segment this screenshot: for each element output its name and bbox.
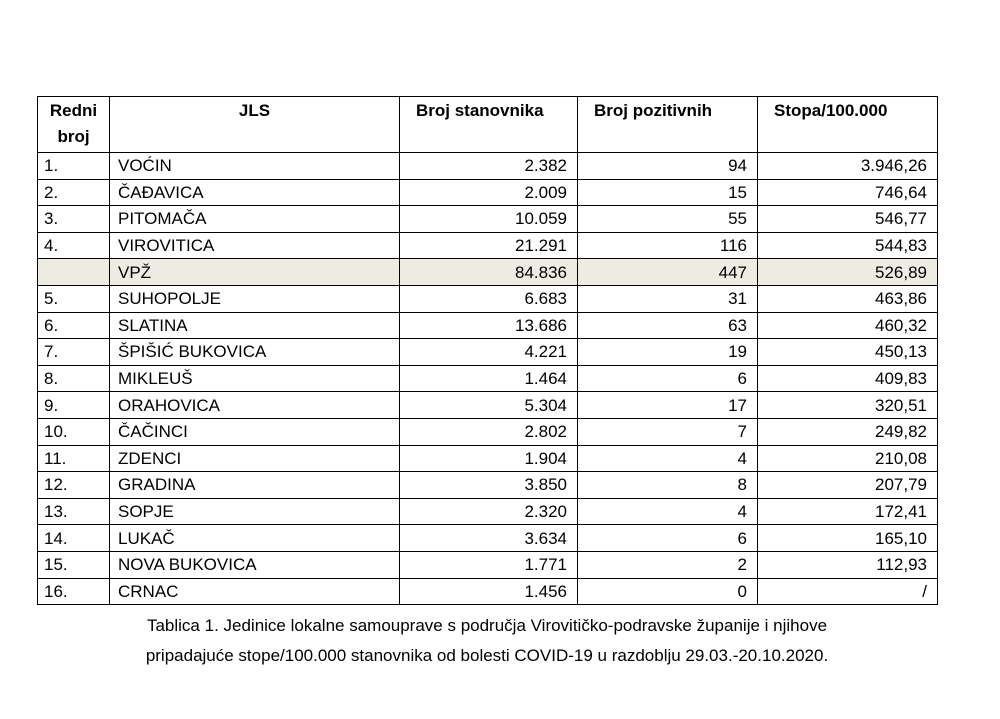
cell-redni-broj: 5. [38,285,110,312]
table-row [38,551,938,578]
cell-stopa: 546,77 [758,206,938,233]
cell-broj-pozitivnih: 55 [578,206,758,233]
cell-broj-pozitivnih: 17 [578,392,758,419]
cell-broj-pozitivnih: 7 [578,418,758,445]
table-row [38,418,938,445]
cell-broj-pozitivnih: 15 [578,179,758,206]
cell-redni-broj: 10. [38,418,110,445]
table-row [38,392,938,419]
header-stopa: Stopa/100.000 [758,97,938,153]
cell-broj-stanovnika: 1.771 [400,551,578,578]
cell-broj-pozitivnih: 6 [578,525,758,552]
cell-broj-stanovnika: 3.850 [400,472,578,499]
cell-jls: ZDENCI [110,445,400,472]
cell-jls: VPŽ [110,259,400,286]
table-body [38,153,938,605]
cell-redni-broj: 9. [38,392,110,419]
cell-broj-stanovnika: 2.802 [400,418,578,445]
table-header-row [38,97,938,153]
table-row [38,312,938,339]
cell-broj-stanovnika: 1.904 [400,445,578,472]
table-row [38,445,938,472]
table-row [38,365,938,392]
cell-stopa: 463,86 [758,285,938,312]
cell-jls: ŠPIŠIĆ BUKOVICA [110,339,400,366]
cell-broj-pozitivnih: 8 [578,472,758,499]
table-caption [37,611,937,671]
cell-broj-pozitivnih: 31 [578,285,758,312]
cell-redni-broj: 3. [38,206,110,233]
cell-jls: LUKAČ [110,525,400,552]
cell-broj-stanovnika: 2.009 [400,179,578,206]
cell-broj-pozitivnih: 63 [578,312,758,339]
header-broj-pozitivnih: Broj pozitivnih [578,97,758,153]
cell-broj-stanovnika: 84.836 [400,259,578,286]
table-row [38,472,938,499]
caption-line-2: pripadajuće stope/100.000 stanovnika od bolesti COVID-19 u razdoblju 29.03.-20.10.2020. [145,646,829,665]
cell-redni-broj [38,259,110,286]
table-row [38,179,938,206]
table-row [38,498,938,525]
table-row [38,285,938,312]
cell-broj-stanovnika: 4.221 [400,339,578,366]
cell-stopa: 450,13 [758,339,938,366]
cell-broj-stanovnika: 2.382 [400,153,578,180]
cell-broj-stanovnika: 3.634 [400,525,578,552]
table-row [38,339,938,366]
cell-stopa: 249,82 [758,418,938,445]
cell-jls: SUHOPOLJE [110,285,400,312]
cell-jls: VIROVITICA [110,232,400,259]
cell-broj-pozitivnih: 6 [578,365,758,392]
cell-redni-broj: 12. [38,472,110,499]
cell-jls: MIKLEUŠ [110,365,400,392]
header-redni-broj [38,97,110,153]
cell-broj-pozitivnih: 94 [578,153,758,180]
cell-stopa: / [758,578,938,605]
cell-redni-broj: 6. [38,312,110,339]
header-jls: JLS [110,97,400,153]
cell-broj-pozitivnih: 116 [578,232,758,259]
cell-jls: SOPJE [110,498,400,525]
cell-broj-stanovnika: 21.291 [400,232,578,259]
table-row-total [38,259,938,286]
cell-stopa: 746,64 [758,179,938,206]
cell-stopa: 460,32 [758,312,938,339]
cell-jls: PITOMAČA [110,206,400,233]
cell-jls: ORAHOVICA [110,392,400,419]
table-row [38,525,938,552]
cell-redni-broj: 16. [38,578,110,605]
cell-stopa: 3.946,26 [758,153,938,180]
cell-redni-broj: 8. [38,365,110,392]
header-redni-broj-line2: broj [57,127,90,146]
cell-redni-broj: 11. [38,445,110,472]
cell-redni-broj: 2. [38,179,110,206]
table-row [38,232,938,259]
cell-broj-pozitivnih: 19 [578,339,758,366]
table-row [38,578,938,605]
cell-redni-broj: 13. [38,498,110,525]
cell-jls: SLATINA [110,312,400,339]
cell-broj-pozitivnih: 0 [578,578,758,605]
cell-redni-broj: 14. [38,525,110,552]
cell-broj-stanovnika: 1.456 [400,578,578,605]
cell-broj-stanovnika: 1.464 [400,365,578,392]
header-redni-broj-line1: Redni [49,101,98,120]
cell-stopa: 112,93 [758,551,938,578]
cell-jls: GRADINA [110,472,400,499]
cell-broj-pozitivnih: 4 [578,498,758,525]
table-row [38,153,938,180]
cell-stopa: 526,89 [758,259,938,286]
cell-broj-stanovnika: 6.683 [400,285,578,312]
cell-stopa: 165,10 [758,525,938,552]
header-broj-stanovnika: Broj stanovnika [400,97,578,153]
cell-broj-pozitivnih: 2 [578,551,758,578]
cell-jls: CRNAC [110,578,400,605]
caption-line-1: Tablica 1. Jedinice lokalne samouprave s područja Virovitičko-podravske županije i njihove [146,616,828,635]
cell-broj-stanovnika: 2.320 [400,498,578,525]
cell-stopa: 207,79 [758,472,938,499]
cell-broj-pozitivnih: 447 [578,259,758,286]
cell-redni-broj: 15. [38,551,110,578]
cell-jls: ČAČINCI [110,418,400,445]
cell-stopa: 409,83 [758,365,938,392]
cell-stopa: 172,41 [758,498,938,525]
covid-rates-table [37,96,938,605]
cell-redni-broj: 7. [38,339,110,366]
cell-jls: NOVA BUKOVICA [110,551,400,578]
cell-stopa: 544,83 [758,232,938,259]
cell-broj-stanovnika: 5.304 [400,392,578,419]
table-row [38,206,938,233]
cell-stopa: 210,08 [758,445,938,472]
cell-broj-stanovnika: 13.686 [400,312,578,339]
cell-redni-broj: 1. [38,153,110,180]
cell-jls: VOĆIN [110,153,400,180]
cell-redni-broj: 4. [38,232,110,259]
cell-jls: ČAĐAVICA [110,179,400,206]
cell-broj-pozitivnih: 4 [578,445,758,472]
cell-stopa: 320,51 [758,392,938,419]
cell-broj-stanovnika: 10.059 [400,206,578,233]
